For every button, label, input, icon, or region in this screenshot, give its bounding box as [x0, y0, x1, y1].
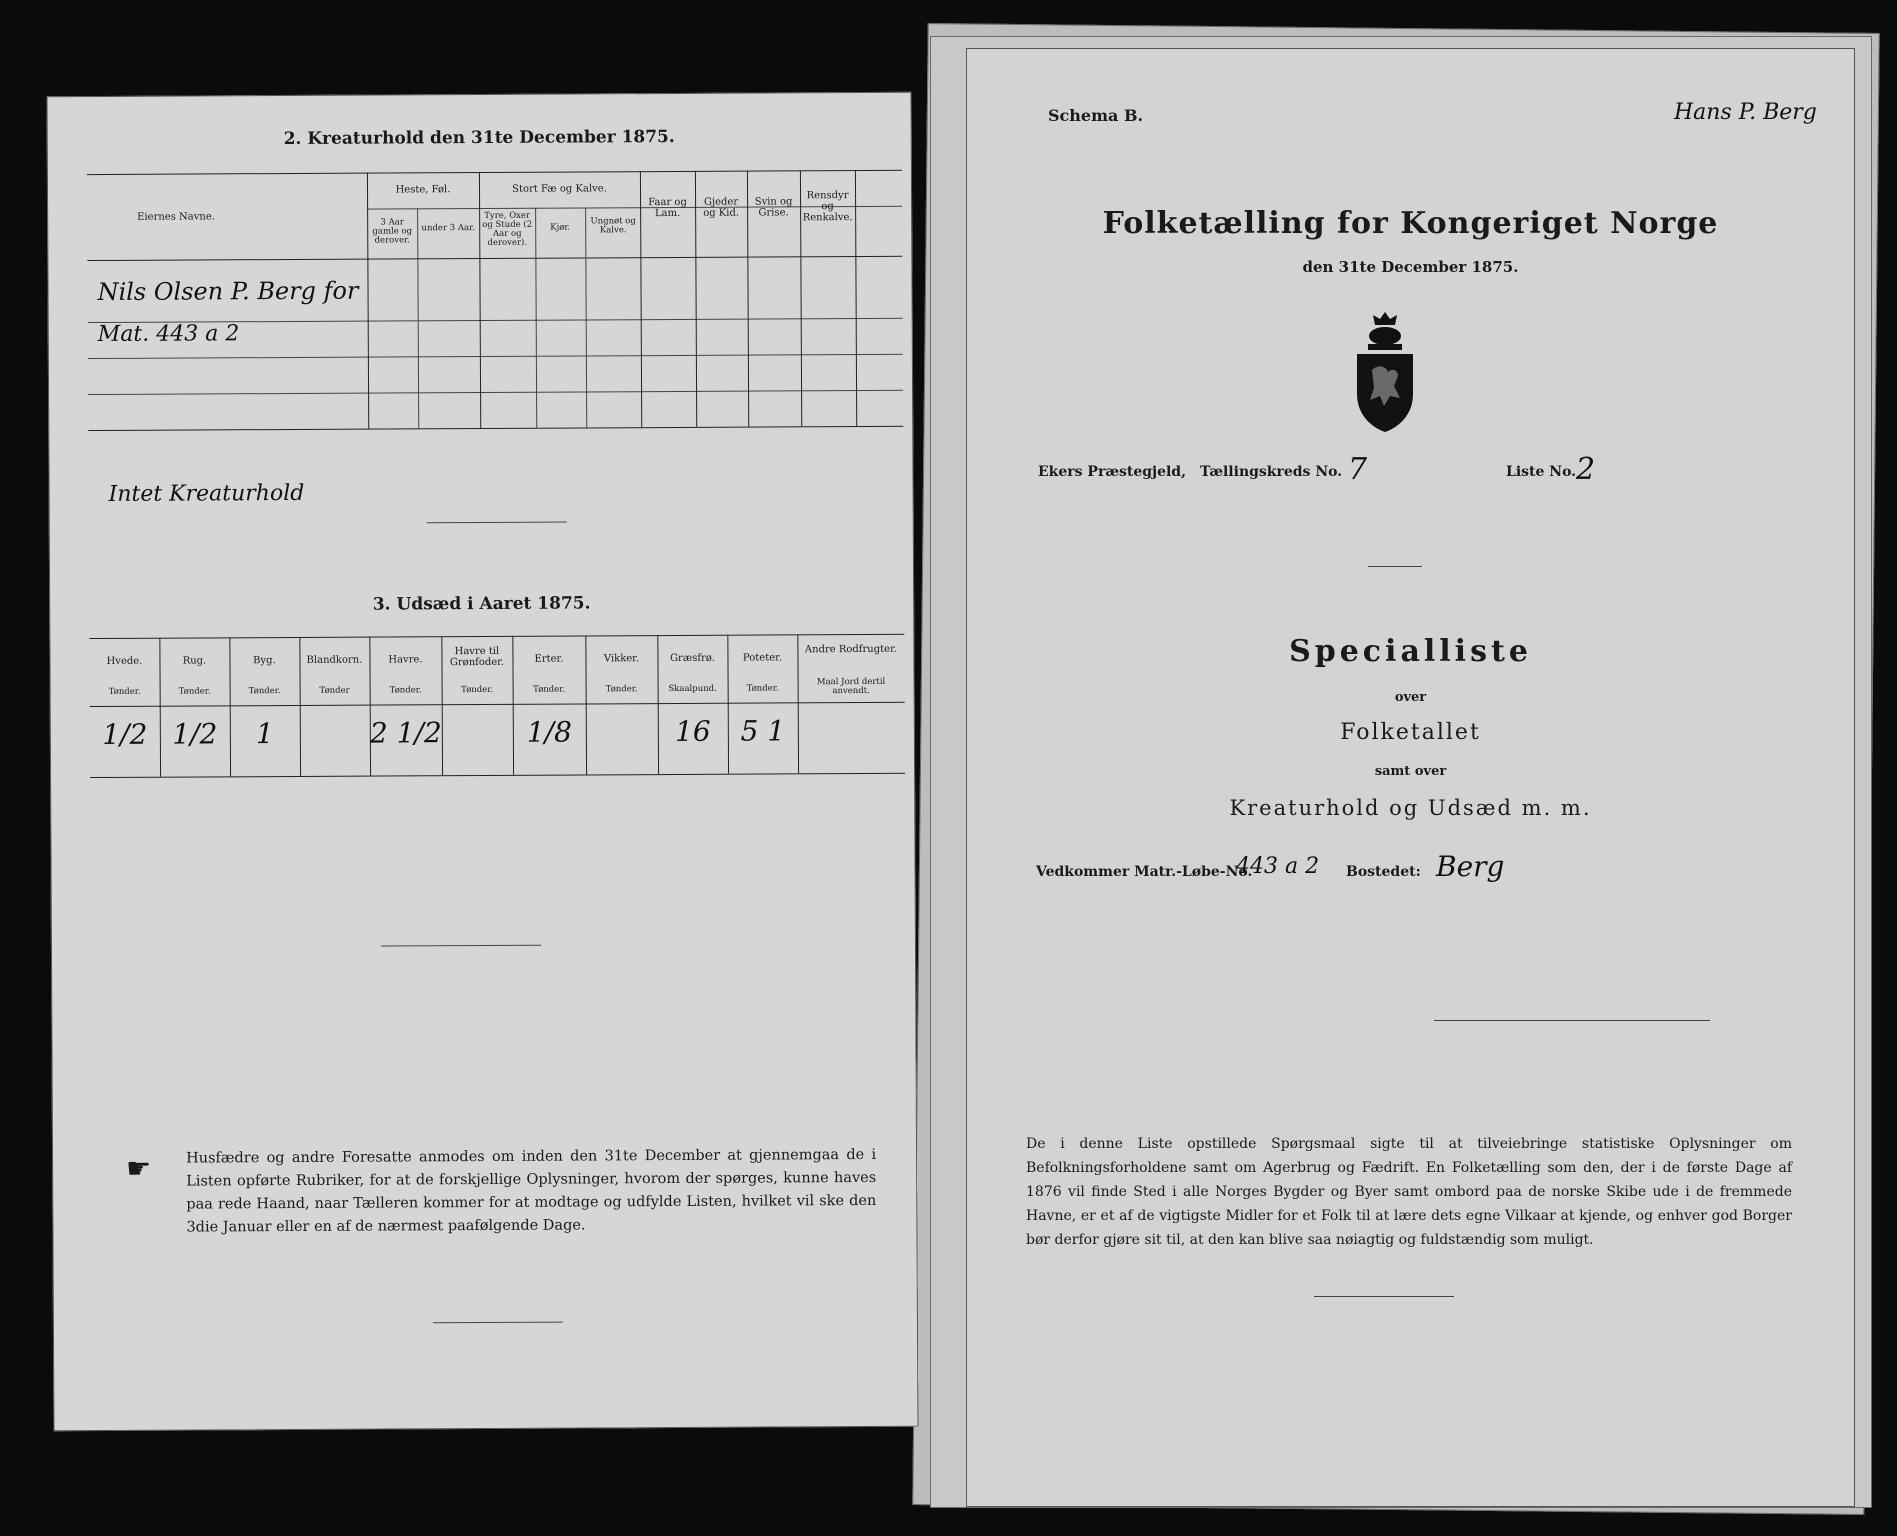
col-stort-c-header: Ungnøt og Kalve. — [590, 216, 636, 236]
divider — [381, 945, 541, 947]
udsaed-value: 1 — [255, 717, 274, 751]
schema-label: Schema B. — [1048, 106, 1144, 125]
udsaed-col-unit: Tønder. — [248, 686, 281, 697]
prestegjeld-label: Ekers Præstegjeld, — [1038, 464, 1186, 480]
matrikkel-handwritten: Mat. 443 a 2 — [97, 321, 240, 348]
kreaturhold-heading: Kreaturhold og Udsæd m. m. — [1229, 796, 1592, 820]
udsaed-col-header: Andre Rodfrugter. — [804, 643, 897, 656]
udsaed-value: 2 1/2 — [369, 716, 442, 750]
udsaed-value: 16 — [674, 714, 711, 748]
udsaed-col-unit: Tønder. — [605, 684, 638, 695]
liste-value: 2 — [1576, 452, 1596, 487]
table-col — [367, 173, 369, 429]
udsaed-value: 1/8 — [526, 715, 572, 749]
udsaed-value: 1/2 — [102, 717, 148, 751]
udsaed-col-unit: Tønder — [319, 685, 350, 696]
table-col — [585, 207, 587, 427]
col-heste-b-header: under 3 Aar. — [421, 223, 475, 234]
table-rule — [87, 170, 902, 175]
col-gjeder-header: Gjeder og Kid. — [703, 196, 740, 219]
bosted-value: Berg — [1436, 850, 1505, 883]
udsaed-col-header: Blandkorn. — [306, 654, 363, 666]
over-label: over — [1394, 690, 1427, 705]
household-head-handwritten: Hans P. Berg — [1674, 100, 1817, 125]
notice-text: Husfædre og andre Foresatte anmodes om inden den 31te December at gjennemgaa de i Listen opførte Rubriker, for at de forskjellige Oplysninger, hvorom der spørges, kunne haves paa rede Haand, naar Tælleren kommer for at modtage og udfylde Listen, hvilket vil ske den 3die Januar eller en af de nærmest paafølgende Dage. — [186, 1146, 877, 1236]
col-owner-header: Eiernes Navne. — [137, 211, 215, 223]
table-rule — [88, 390, 903, 395]
table-rule — [90, 702, 905, 707]
table-rule — [88, 354, 903, 359]
table-col — [855, 170, 857, 426]
col-faar-header: Faar og Lam. — [648, 196, 687, 220]
purpose-paragraph: De i denne Liste opstillede Spørgsmaal sigte til at tilveiebringe statistiske Oplysninger om Befolkningsforholdene samt om Agerbrug og Fædrift. En Folketælling som den, der i de første Dage af 1876 vil finde Sted i alle Norges Bygder og Byer samt ombord paa de norske Skibe ude i de fremmede Havne, er et af de vigtigste Midler for et Folk til at lære dets egne Vilkaar at kjende, og enhver god Borger bør derfor gjøre sit til, at den kan blive saa nøiagtig og fuldstændig som muligt. — [1026, 1136, 1792, 1248]
udsaed-value: 1/2 — [172, 717, 218, 751]
divider — [427, 522, 567, 524]
udsaed-col-header: Rug. — [182, 655, 207, 667]
table-rule — [89, 634, 904, 639]
table-rule — [90, 773, 905, 778]
udsaed-col-unit: Tønder. — [108, 686, 141, 697]
udsaed-col-header: Poteter. — [742, 652, 783, 664]
divider — [1368, 566, 1422, 567]
kreds-label: Tællingskreds No. — [1200, 464, 1343, 480]
owner-name-handwritten: Nils Olsen P. Berg for — [97, 276, 359, 307]
udsaed-col-unit: Tønder. — [461, 684, 494, 696]
table-rule — [88, 426, 903, 431]
udsaed-col-header: Hvede. — [106, 655, 143, 667]
divider — [1314, 1296, 1454, 1297]
udsaed-col-header: Græsfrø. — [670, 652, 715, 665]
section3-title: 3. Udsæd i Aaret 1875. — [372, 593, 591, 615]
bosted-label: Bostedet: — [1346, 864, 1421, 880]
section2-title: 2. Kreaturhold den 31te December 1875. — [283, 126, 675, 150]
specialliste-heading: Specialliste — [1289, 634, 1532, 669]
udsaed-table — [47, 92, 912, 97]
col-stort-b-header: Kjør. — [550, 222, 571, 233]
right-page — [966, 48, 1855, 1507]
form-subtitle: den 31te December 1875. — [1302, 258, 1519, 276]
col-heste-header: Heste, Føl. — [395, 184, 451, 196]
liste-label: Liste No. — [1506, 464, 1577, 480]
table-col — [417, 208, 419, 428]
udsaed-col-header: Vikker. — [603, 653, 640, 665]
form-title: Folketælling for Kongeriget Norge — [1102, 206, 1719, 241]
matr-value: 443 a 2 — [1236, 854, 1320, 879]
kreds-value: 7 — [1348, 452, 1368, 487]
col-heste-a-header: 3 Aar gamle og derover. — [372, 217, 413, 246]
udsaed-col-unit: Tønder. — [746, 683, 779, 694]
udsaed-col-unit: Skaalpund. — [668, 683, 717, 695]
coat-of-arms-icon — [1350, 308, 1420, 436]
table-col — [535, 208, 537, 428]
udsaed-col-header: Havre til Grønfoder. — [449, 645, 505, 669]
col-stort-a-header: Tyre, Oxer og Stude (2 Aar og derover). — [482, 210, 533, 248]
udsaed-col-unit: Maal Jord dertil anvendt. — [816, 676, 886, 697]
udsaed-col-unit: Tønder. — [389, 685, 422, 696]
table-rule — [87, 256, 902, 261]
left-page — [47, 92, 919, 1432]
table-col — [479, 172, 481, 428]
matr-label: Vedkommer Matr.-Løbe-No. — [1036, 864, 1253, 880]
udsaed-col-header: Havre. — [388, 654, 423, 666]
pointing-hand-icon: ☛ — [126, 1151, 152, 1185]
col-rensdyr-header: Rensdyr og Renkalve. — [802, 190, 853, 224]
folketallet-heading: Folketallet — [1340, 720, 1481, 745]
udsaed-col-unit: Tønder. — [533, 684, 566, 695]
udsaed-col-header: Byg. — [253, 655, 276, 667]
underline — [1434, 1020, 1710, 1021]
col-stort-header: Stort Fæ og Kalve. — [512, 183, 607, 195]
no-livestock-note: Intet Kreaturhold — [108, 480, 305, 507]
udsaed-col-unit: Tønder. — [178, 686, 211, 697]
udsaed-col-header: Erter. — [534, 653, 564, 665]
samt-over-label: samt over — [1374, 764, 1447, 779]
udsaed-value: 5 1 — [740, 714, 786, 748]
col-svin-header: Svin og Grise. — [754, 196, 793, 219]
udsaed-value — [798, 714, 905, 715]
divider — [433, 1322, 563, 1324]
